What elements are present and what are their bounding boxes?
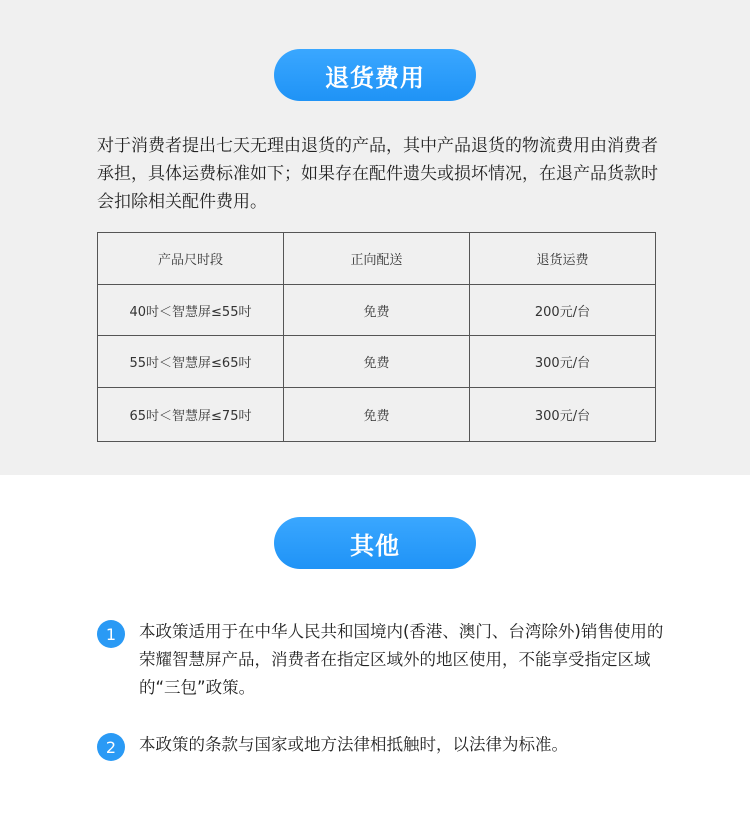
- table-cell-size: 55吋＜智慧屏≤65吋: [98, 336, 284, 388]
- return-fee-intro: 对于消费者提出七天无理由退货的产品，其中产品退货的物流费用由消费者承担，具体运费标准如下；如果存在配件遗失或损坏情况，在退产品货款时会扣除相关配件费用。: [97, 136, 658, 212]
- table-cell-delivery: 免费: [284, 388, 470, 442]
- table-row: [98, 336, 656, 388]
- other-title: 其他: [274, 517, 476, 569]
- table-row: [98, 285, 656, 336]
- return-fee-title: 退货费用: [274, 49, 476, 101]
- number-badge: 1: [97, 620, 125, 648]
- table-cell-size: 65吋＜智慧屏≤75吋: [98, 388, 284, 442]
- note-text: 本政策适用于在中华人民共和国境内(香港、澳门、台湾除外)销售使用的荣耀智慧屏产品，消费者在指定区域外的地区使用，不能享受指定区域的“三包”政策。: [139, 622, 664, 697]
- table-cell-delivery: 免费: [284, 285, 470, 336]
- return-fee-table: [97, 232, 656, 442]
- list-item: [97, 731, 677, 759]
- table-cell-return-fee: 300元/台: [470, 388, 656, 442]
- column-header-delivery: 正向配送: [284, 233, 470, 285]
- table-cell-return-fee: 300元/台: [470, 336, 656, 388]
- column-header-return-fee: 退货运费: [470, 233, 656, 285]
- note-text: 本政策的条款与国家或地方法律相抵触时，以法律为标准。: [139, 735, 568, 754]
- table-cell-return-fee: 200元/台: [470, 285, 656, 336]
- list-item: [97, 618, 677, 702]
- table-cell-size: 40吋＜智慧屏≤55吋: [98, 285, 284, 336]
- table-row: [98, 388, 656, 442]
- other-section: [0, 475, 750, 834]
- table-header-row: [98, 233, 656, 285]
- table-cell-delivery: 免费: [284, 336, 470, 388]
- column-header-size: 产品尺时段: [98, 233, 284, 285]
- number-badge: 2: [97, 733, 125, 761]
